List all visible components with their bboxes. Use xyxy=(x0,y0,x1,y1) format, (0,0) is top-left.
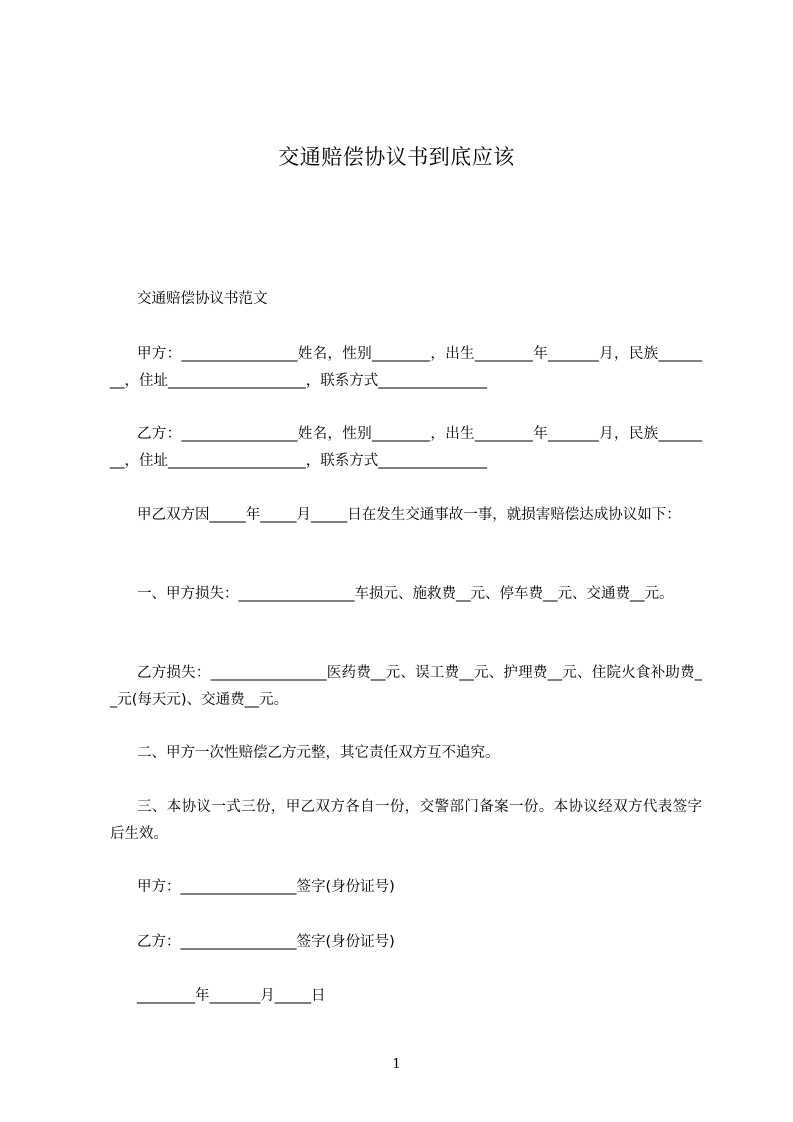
document-title: 交通赔偿协议书到底应该 xyxy=(278,145,515,169)
page-number: 1 xyxy=(392,1057,401,1072)
document-subtitle: 交通赔偿协议书范文 xyxy=(137,291,268,307)
clause-1-party-b-loss: 乙方损失：________________医药费__元、误工费__元、护理费__元、住院火食补助费__元(每天元)、交通费__元。 xyxy=(110,665,702,708)
clause-3: 三、本协议一式三份，甲乙双方各自一份，交警部门备案一份。本协议经双方代表签字后生效。 xyxy=(110,799,702,842)
signature-line-party-b: 乙方：________________签字(身份证号) xyxy=(137,934,395,950)
signature-line-party-a: 甲方：________________签字(身份证号) xyxy=(137,879,395,895)
accident-intro: 甲乙双方因_____年_____月_____日在发生交通事故一事，就损害赔偿达成协议如下： xyxy=(137,507,681,523)
party-b-info: 乙方：________________姓名，性别________，出生________年_______月，民族________，住址___________________，联系方式_______________ xyxy=(110,426,702,469)
party-a-info: 甲方：________________姓名，性别________，出生________年_______月，民族________，住址___________________，联系方式_______________ xyxy=(110,346,702,389)
clause-1-party-a-loss: 一、甲方损失：________________车损元、施救费__元、停车费__元、交通费__元。 xyxy=(137,586,674,602)
date-line: ________年_______月_____日 xyxy=(137,988,326,1004)
clause-2: 二、甲方一次性赔偿乙方元整，其它责任双方互不追究。 xyxy=(137,745,500,761)
